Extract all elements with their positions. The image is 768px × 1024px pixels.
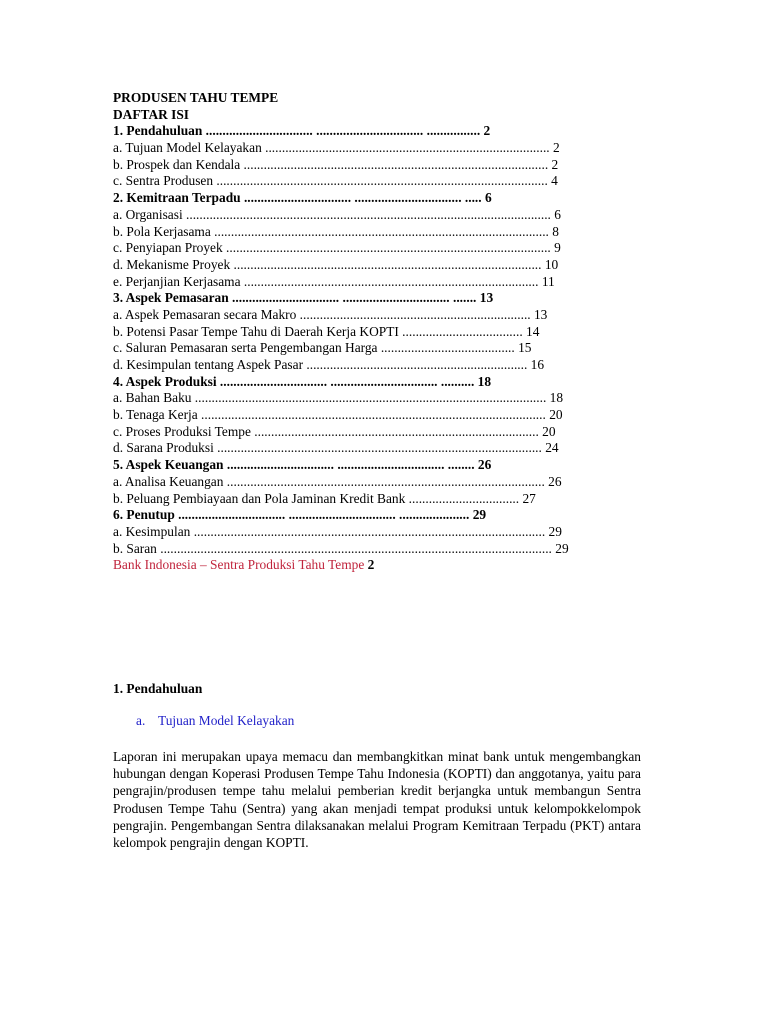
toc-entry[interactable]: 4. Aspek Produksi ................................ ................................ .......... 18 [113, 373, 492, 389]
toc-entry[interactable]: c. Proses Produksi Tempe ..................................................................................... 20 [113, 423, 556, 439]
toc-entry[interactable]: b. Tenaga Kerja ....................................................................................................... 20 [113, 407, 563, 423]
page-footer [113, 557, 633, 574]
sub-heading-label: Tujuan Model Kelayakan [158, 713, 295, 728]
table-of-contents [113, 90, 633, 574]
toc-entry[interactable]: b. Saran ..................................................................................................................... 29 [113, 540, 569, 556]
toc-entry[interactable]: b. Peluang Pembiayaan dan Pola Jaminan Kredit Bank ................................. 27 [113, 490, 536, 506]
toc-entry[interactable]: b. Pola Kerjasama .................................................................................................... 8 [113, 223, 559, 239]
toc-entry[interactable]: 6. Penutup ................................ ................................ ..................... 29 [113, 507, 487, 523]
toc-entry[interactable]: c. Penyiapan Proyek ................................................................................................. 9 [113, 240, 561, 256]
toc-entry[interactable]: a. Bahan Baku ......................................................................................................... 18 [113, 390, 564, 406]
toc-entry[interactable]: 5. Aspek Keuangan ................................ ................................ ........ 26 [113, 457, 492, 473]
sub-heading-marker: a. [136, 713, 146, 728]
toc-entry[interactable]: d. Mekanisme Proyek ............................................................................................ 10 [113, 256, 559, 272]
footer-page-number: 2 [367, 557, 375, 573]
body-paragraph: Laporan ini merupakan upaya memacu dan membangkitkan minat bank untuk mengembangkan hubungan dengan Koperasi Produsen Tempe Tahu Indonesia (KOPTI) dan anggotanya, yaitu para pengrajin/produsen tempe tahu melalui pemberian kredit berjangka untuk membangun Sentra Produsen Tempe Tahu (Sentra) yang akan menjadi tempat produksi untuk kelompokkelompok pengrajin. Pengembangan Sentra dilaksanakan melalui Program Kemitraan Terpadu (PKT) antara kelompok pengrajin dengan KOPTI. [113, 749, 641, 851]
document-title: PRODUSEN TAHU TEMPE [113, 90, 279, 105]
toc-entry[interactable]: 2. Kemitraan Terpadu ................................ ................................ ..... 6 [113, 190, 492, 206]
toc-entry[interactable]: d. Kesimpulan tentang Aspek Pasar .................................................................. 16 [113, 357, 545, 372]
toc-entry[interactable]: a. Kesimpulan ......................................................................................................... 29 [113, 523, 562, 539]
footer-text: Bank Indonesia – Sentra Produksi Tahu Tempe [113, 557, 365, 573]
toc-entry[interactable]: b. Potensi Pasar Tempe Tahu di Daerah Kerja KOPTI .................................... 14 [113, 323, 540, 339]
toc-entry[interactable]: e. Perjanjian Kerjasama ........................................................................................ 11 [113, 273, 555, 289]
section-heading: 1. Pendahuluan [113, 681, 203, 696]
toc-entry[interactable]: a. Tujuan Model Kelayakan ..................................................................................... 2 [113, 140, 560, 156]
toc-entry[interactable]: c. Sentra Produsen ................................................................................................... 4 [113, 173, 558, 189]
sub-heading [136, 713, 294, 729]
toc-entry[interactable]: d. Sarana Produksi ................................................................................................. 24 [113, 440, 559, 456]
toc-entry[interactable]: a. Aspek Pemasaran secara Makro ..................................................................... 13 [113, 306, 548, 322]
toc-title: DAFTAR ISI [113, 106, 190, 122]
toc-entry[interactable]: a. Analisa Keuangan ............................................................................................... 26 [113, 473, 562, 489]
toc-entry[interactable]: 1. Pendahuluan ................................ ................................ ................ 2 [113, 123, 491, 139]
toc-entry[interactable]: c. Saluran Pemasaran serta Pengembangan Harga ........................................ 15 [113, 340, 532, 356]
toc-entry[interactable]: a. Organisasi ............................................................................................................. 6 [113, 206, 561, 222]
toc-entry[interactable]: 3. Aspek Pemasaran ................................ ................................ ....... 13 [113, 290, 494, 306]
toc-entry[interactable]: b. Prospek dan Kendala ........................................................................................... 2 [113, 156, 559, 172]
